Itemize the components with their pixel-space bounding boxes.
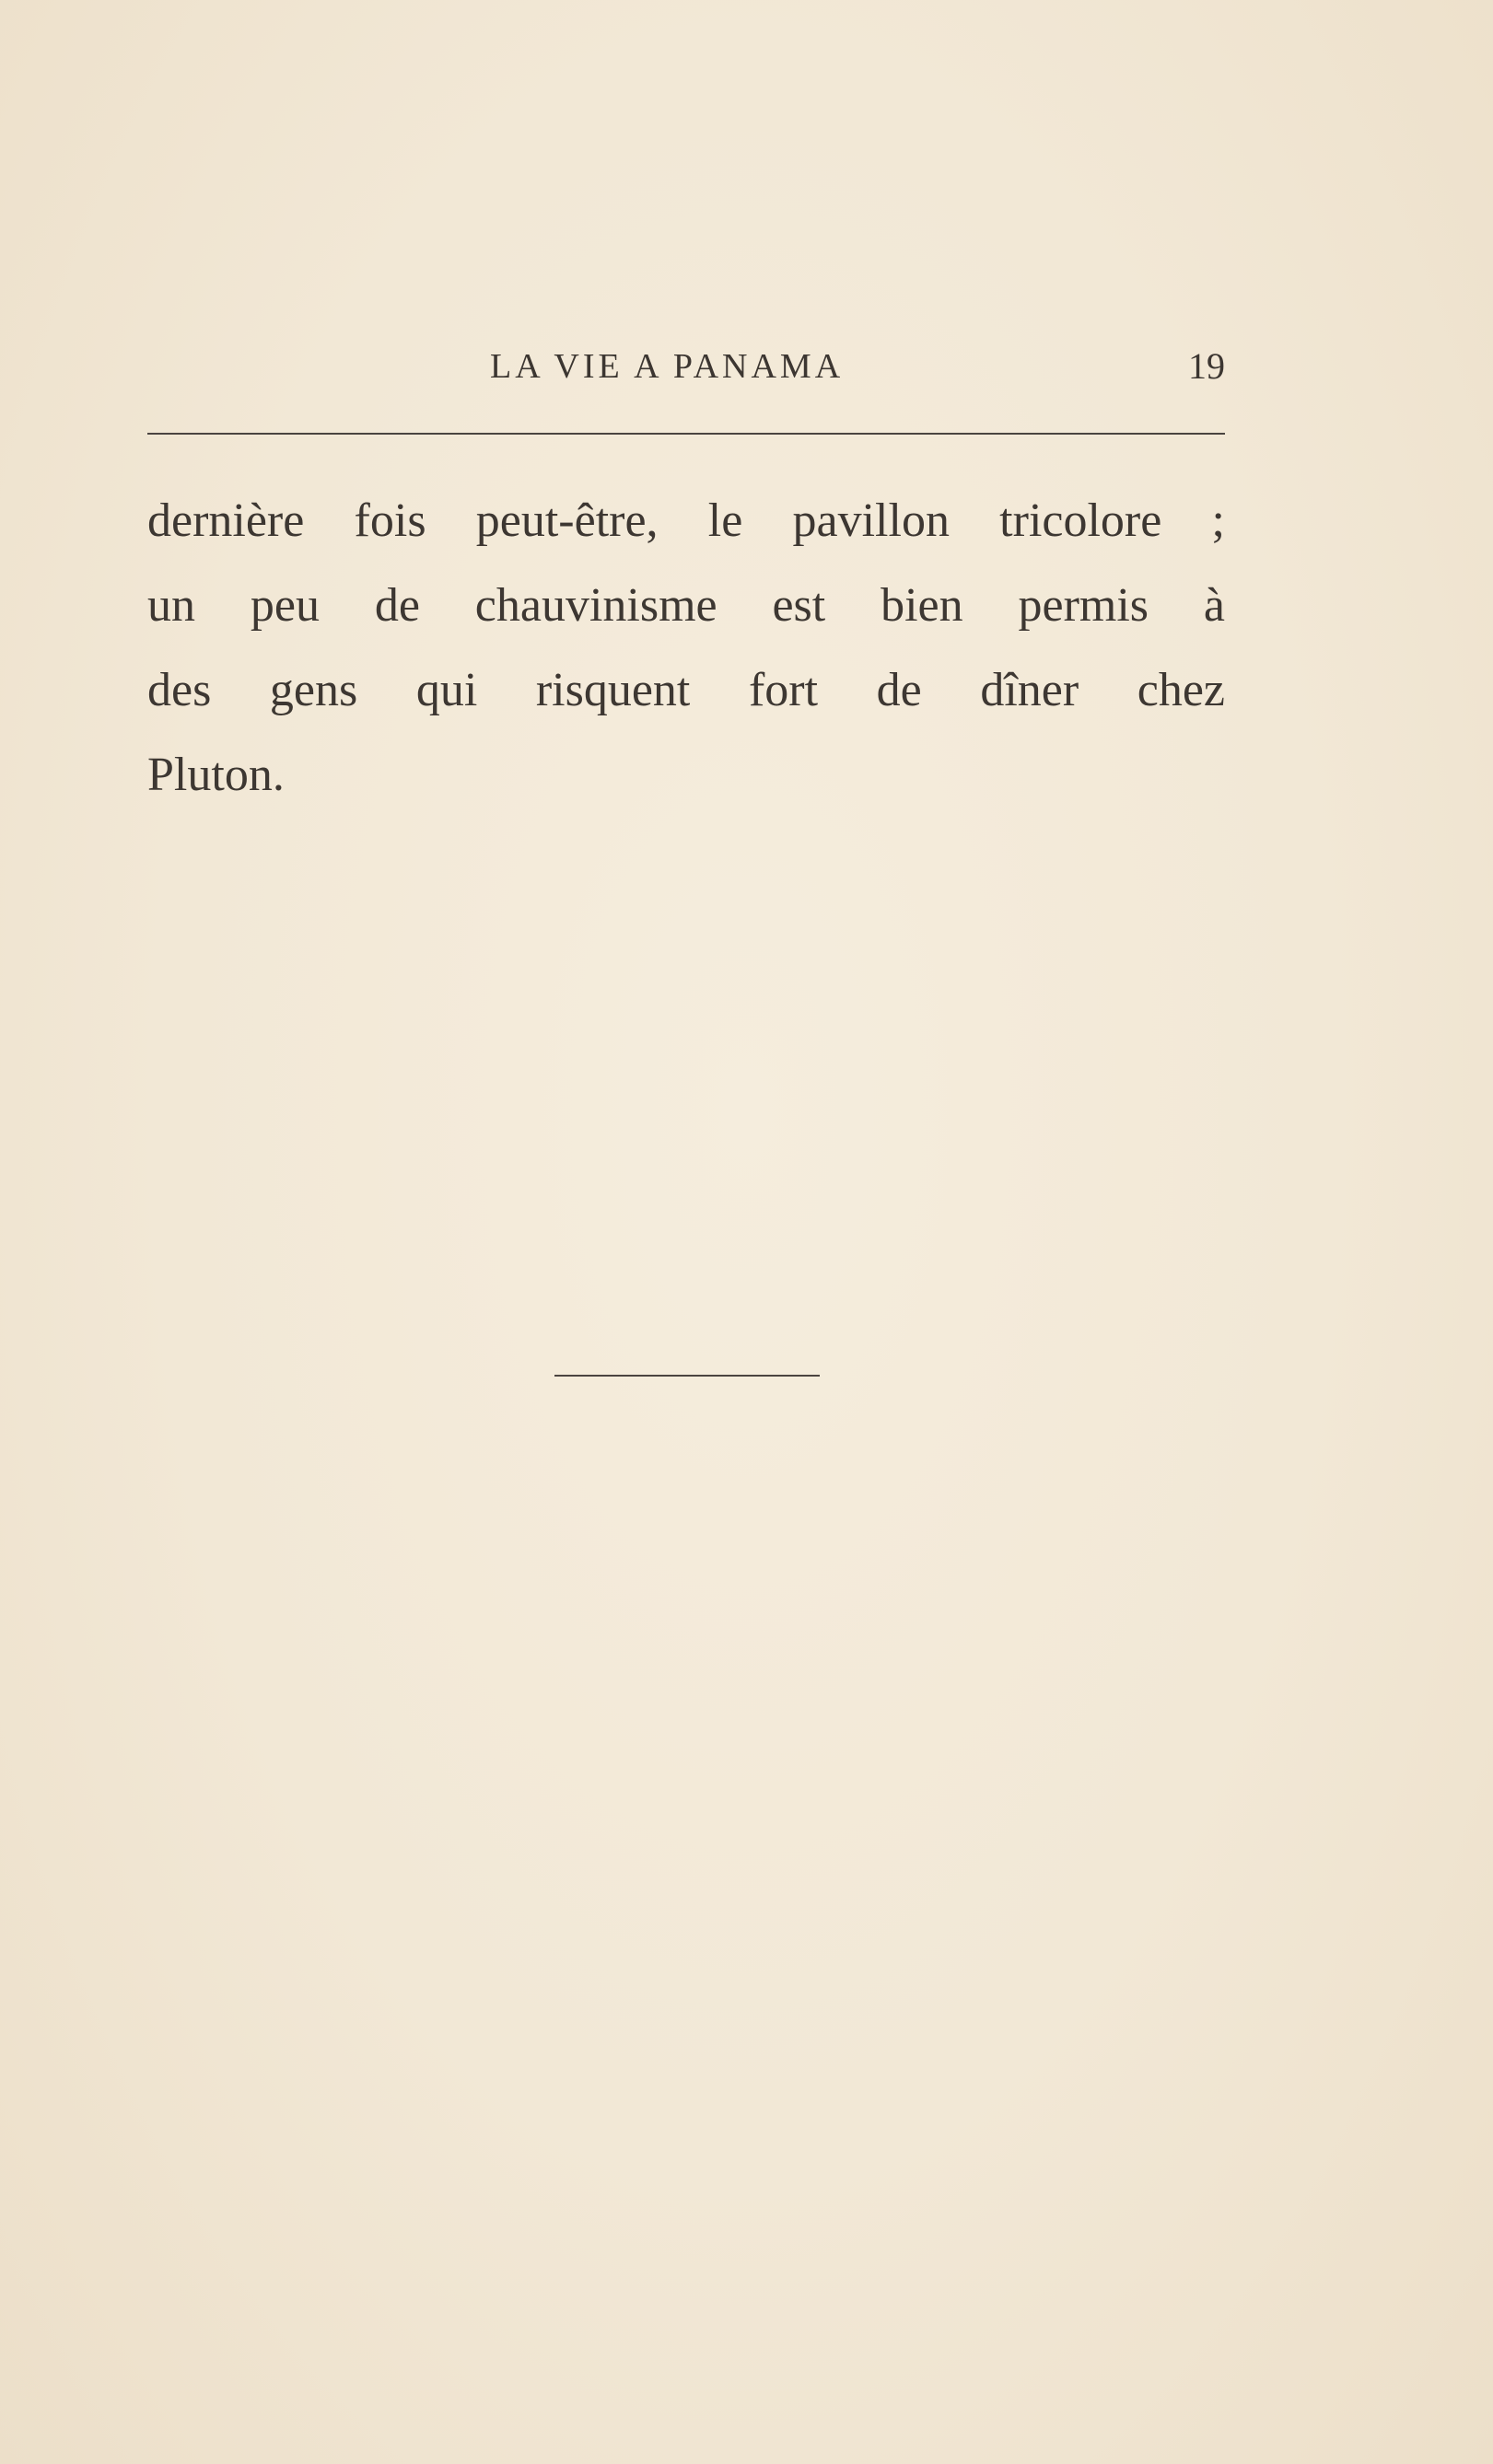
- text-line-4: Pluton.: [147, 749, 285, 801]
- section-end-rule: [554, 1375, 820, 1377]
- body-text: [147, 479, 1225, 818]
- text-line-1: dernière fois peut-être, le pavillon tricolore ;: [147, 494, 1225, 547]
- page-header: [147, 343, 1225, 398]
- running-title: LA VIE A PANAMA: [490, 347, 845, 386]
- text-line-2: un peu de chauvinisme est bien permis à: [147, 579, 1225, 632]
- header-rule: [147, 433, 1225, 435]
- page-number: 19: [1188, 345, 1225, 387]
- text-line-3: des gens qui risquent fort de dîner chez: [147, 664, 1225, 716]
